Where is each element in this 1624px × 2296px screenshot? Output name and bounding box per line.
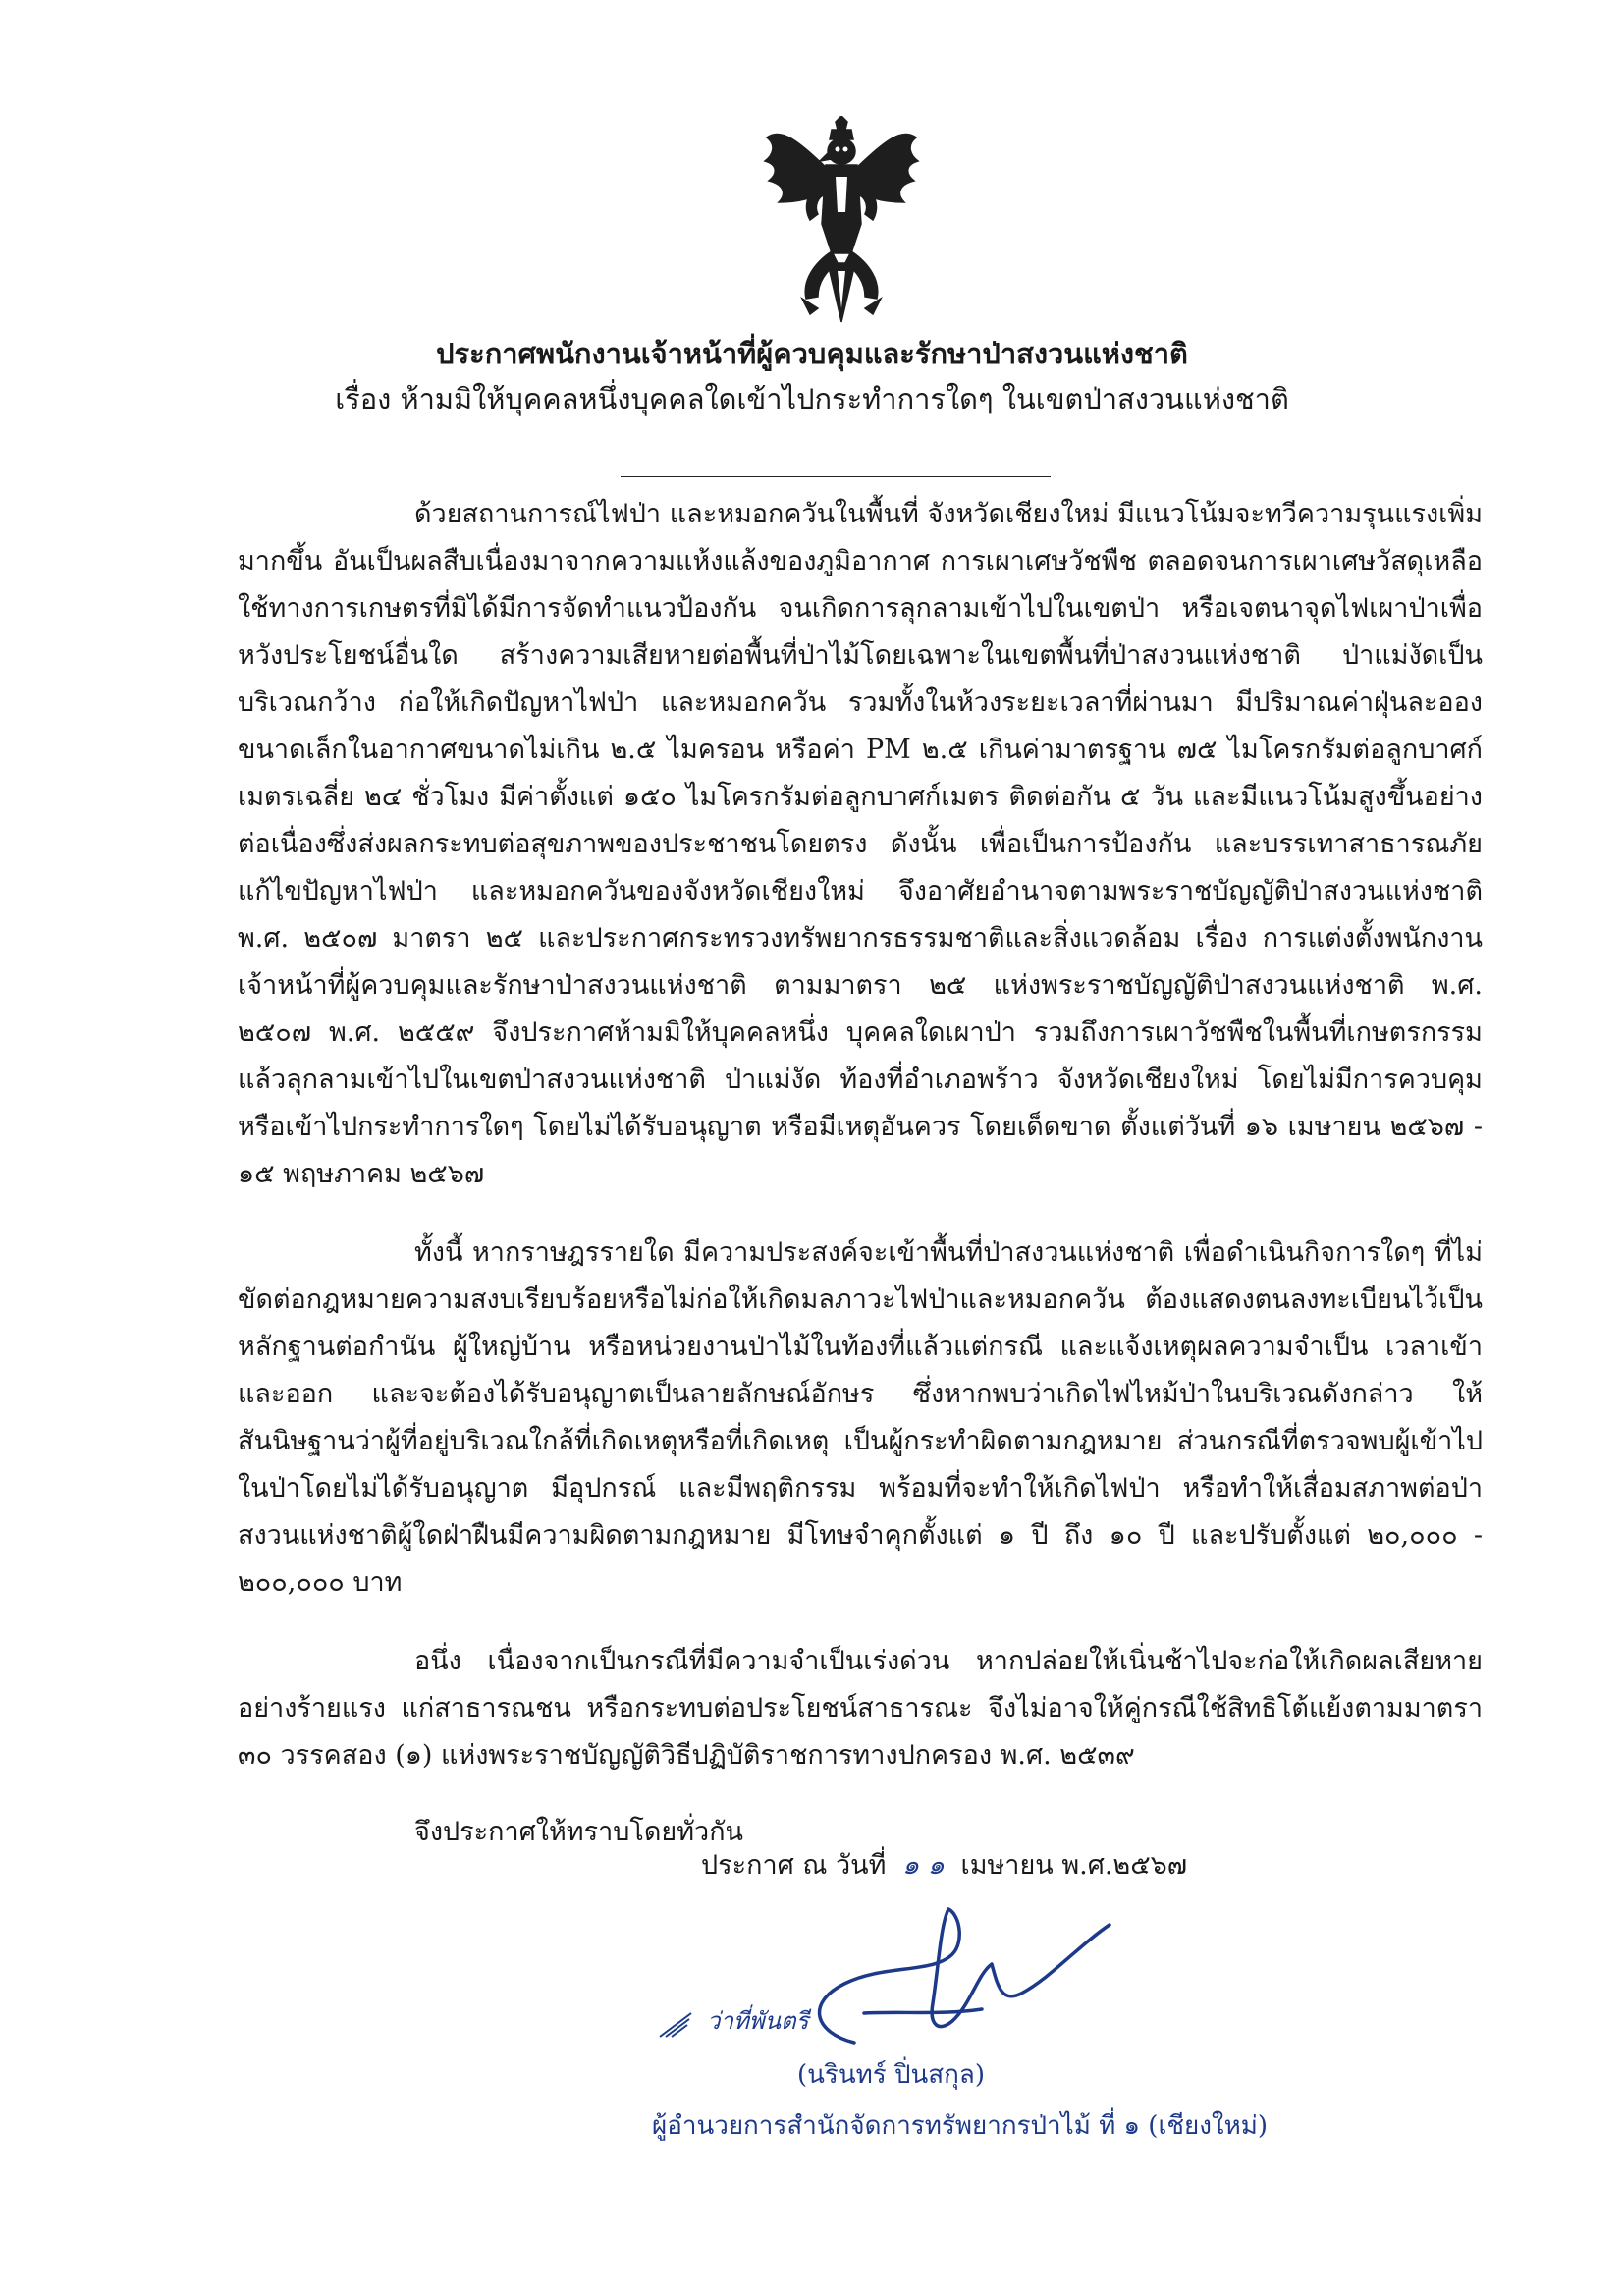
paragraph-background: ด้วยสถานการณ์ไฟป่า และหมอกควันในพื้นที่ จังหวัดเชียงใหม่ มีแนวโน้มจะทวีความรุนแรงเพิ่มมากขึ้น อันเป็นผลสืบเนื่องมาจากความแห้งแล้งของภูมิอากาศ การเผาเศษวัชพืช ตลอดจนการเผาเศษวัสดุเหลือใช้ทางการเกษตรที่มิได้มีการจัดทำแนวป้องกัน จนเกิดการลุกลามเข้าไปในเขตป่า หรือเจตนาจุดไฟเผาป่าเพื่อหวังประโยชน์อื่นใด สร้างความเสียหายต่อพื้นที่ป่าไม้โดยเฉพาะในเขตพื้นที่ป่าสงวนแห่งชาติ ป่าแม่งัดเป็นบริเวณกว้าง ก่อให้เกิดปัญหาไฟป่า และหมอกควัน รวมทั้งในห้วงระยะเวลาที่ผ่านมา มีปริมาณค่าฝุ่นละอองขนาดเล็กในอากาศขนาดไม่เกิน ๒.๕ ไมครอน หรือค่า PM ๒.๕ เกินค่ามาตรฐาน ๗๕ ไมโครกรัมต่อลูกบาศก์เมตรเฉลี่ย ๒๔ ชั่วโมง มีค่าตั้งแต่ ๑๕๐ ไมโครกรัมต่อลูกบาศก์เมตร ติดต่อกัน ๕ วัน และมีแนวโน้มสูงขึ้นอย่างต่อเนื่องซึ่งส่งผลกระทบต่อสุขภาพของประชาชนโดยตรง ดังนั้น เพื่อเป็นการป้องกัน และบรรเทาสาธารณภัย แก้ไขปัญหาไฟป่า และหมอกควันของจังหวัดเชียงใหม่ จึงอาศัยอำนาจตามพระราชบัญญัติป่าสงวนแห่งชาติ พ.ศ. ๒๕๐๗ มาตรา ๒๕ และประกาศกระทรวงทรัพยากรธรรมชาติและสิ่งแวดล้อม เรื่อง การแต่งตั้งพนักงานเจ้าหน้าที่ผู้ควบคุมและรักษาป่าสงวนแห่งชาติ ตามมาตรา ๒๕ แห่งพระราชบัญญัติป่าสงวนแห่งชาติ พ.ศ. ๒๕๐๗ พ.ศ. ๒๕๕๙ จึงประกาศห้ามมิให้บุคคลหนึ่ง บุคคลใดเผาป่า รวมถึงการเผาวัชพืชในพื้นที่เกษตรกรรมแล้วลุกลามเข้าไปในเขตป่าสงวนแห่งชาติ ป่าแม่งัด ท้องที่อำเภอพร้าว จังหวัดเชียงใหม่ โดยไม่มีการควบคุมหรือเข้าไปกระทำการใดๆ โดยไม่ได้รับอนุญาต หรือมีเหตุอันควร โดยเด็ดขาด ตั้งแต่วันที่ ๑๖ เมษายน ๒๕๖๗ - ๑๕ พฤษภาคม ๒๕๖๗ <box>238 499 1483 1189</box>
signature-mark <box>707 1895 1119 2072</box>
signer-position: ผู้อำนวยการสำนักจัดการทรัพยากรป่าไม้ ที่ ๑ (เชียงใหม่) <box>652 2111 1269 2141</box>
garuda-emblem-icon <box>763 116 920 332</box>
paragraph-urgency: อนึ่ง เนื่องจากเป็นกรณีที่มีความจำเป็นเร่งด่วน หากปล่อยให้เนิ่นช้าไปจะก่อให้เกิดผลเสียหายอย่างร้ายแรง แก่สาธารณชน หรือกระทบต่อประโยชน์สาธารณะ จึงไม่อาจให้คู่กรณีใช้สิทธิโต้แย้งตามมาตรา ๓๐ วรรคสอง (๑) แห่งพระราชบัญญัติวิธีปฏิบัติราชการทางปกครอง พ.ศ. ๒๕๓๙ <box>238 1646 1483 1771</box>
acting-rank: ว่าที่พันตรี <box>707 2007 809 2035</box>
ink-flourish-mark <box>656 2007 695 2043</box>
date-suffix: เมษายน พ.ศ.๒๕๖๗ <box>960 1850 1188 1881</box>
announcement-subject: เรื่อง ห้ามมิให้บุคคลหนึ่งบุคคลใดเข้าไปกระทำการใดๆ ในเขตป่าสงวนแห่งชาติ <box>335 382 1289 415</box>
title-divider <box>621 476 1051 477</box>
paragraph-closing: จึงประกาศให้ทราบโดยทั่วกัน <box>414 1817 743 1847</box>
signer-name: (นรินทร์ ปิ่นสกุล) <box>797 2060 985 2090</box>
announcement-title: ประกาศพนักงานเจ้าหน้าที่ผู้ควบคุมและรักษาป่าสงวนแห่งชาติ <box>436 337 1188 370</box>
date-prefix: ประกาศ ณ วันที่ <box>701 1850 887 1881</box>
date-day-handwritten: ๑ ๑ <box>902 1850 945 1881</box>
paragraph-conditions: ทั้งนี้ หากราษฎรรายใด มีความประสงค์จะเข้าพื้นที่ป่าสงวนแห่งชาติ เพื่อดำเนินกิจการใดๆ ที่ไม่ขัดต่อกฎหมายความสงบเรียบร้อยหรือไม่ก่อให้เกิดมลภาวะไฟป่าและหมอกควัน ต้องแสดงตนลงทะเบียนไว้เป็นหลักฐานต่อกำนัน ผู้ใหญ่บ้าน หรือหน่วยงานป่าไม้ในท้องที่แล้วแต่กรณี และแจ้งเหตุผลความจำเป็น เวลาเข้าและออก และจะต้องได้รับอนุญาตเป็นลายลักษณ์อักษร ซึ่งหากพบว่าเกิดไฟไหม้ป่าในบริเวณดังกล่าว ให้สันนิษฐานว่าผู้ที่อยู่บริเวณใกล้ที่เกิดเหตุหรือที่เกิดเหตุ เป็นผู้กระทำผิดตามกฎหมาย ส่วนกรณีที่ตรวจพบผู้เข้าไปในป่าโดยไม่ได้รับอนุญาต มีอุปกรณ์ และมีพฤติกรรม พร้อมที่จะทำให้เกิดไฟป่า หรือทำให้เสื่อมสภาพต่อป่าสงวนแห่งชาติผู้ใดฝ่าฝืนมีความผิดตามกฎหมาย มีโทษจำคุกตั้งแต่ ๑ ปี ถึง ๑๐ ปี และปรับตั้งแต่ ๒๐,๐๐๐ - ๒๐๐,๐๐๐ บาท <box>238 1237 1483 1598</box>
announcement-body <box>238 491 1483 1856</box>
announcement-date <box>701 1846 1187 1886</box>
